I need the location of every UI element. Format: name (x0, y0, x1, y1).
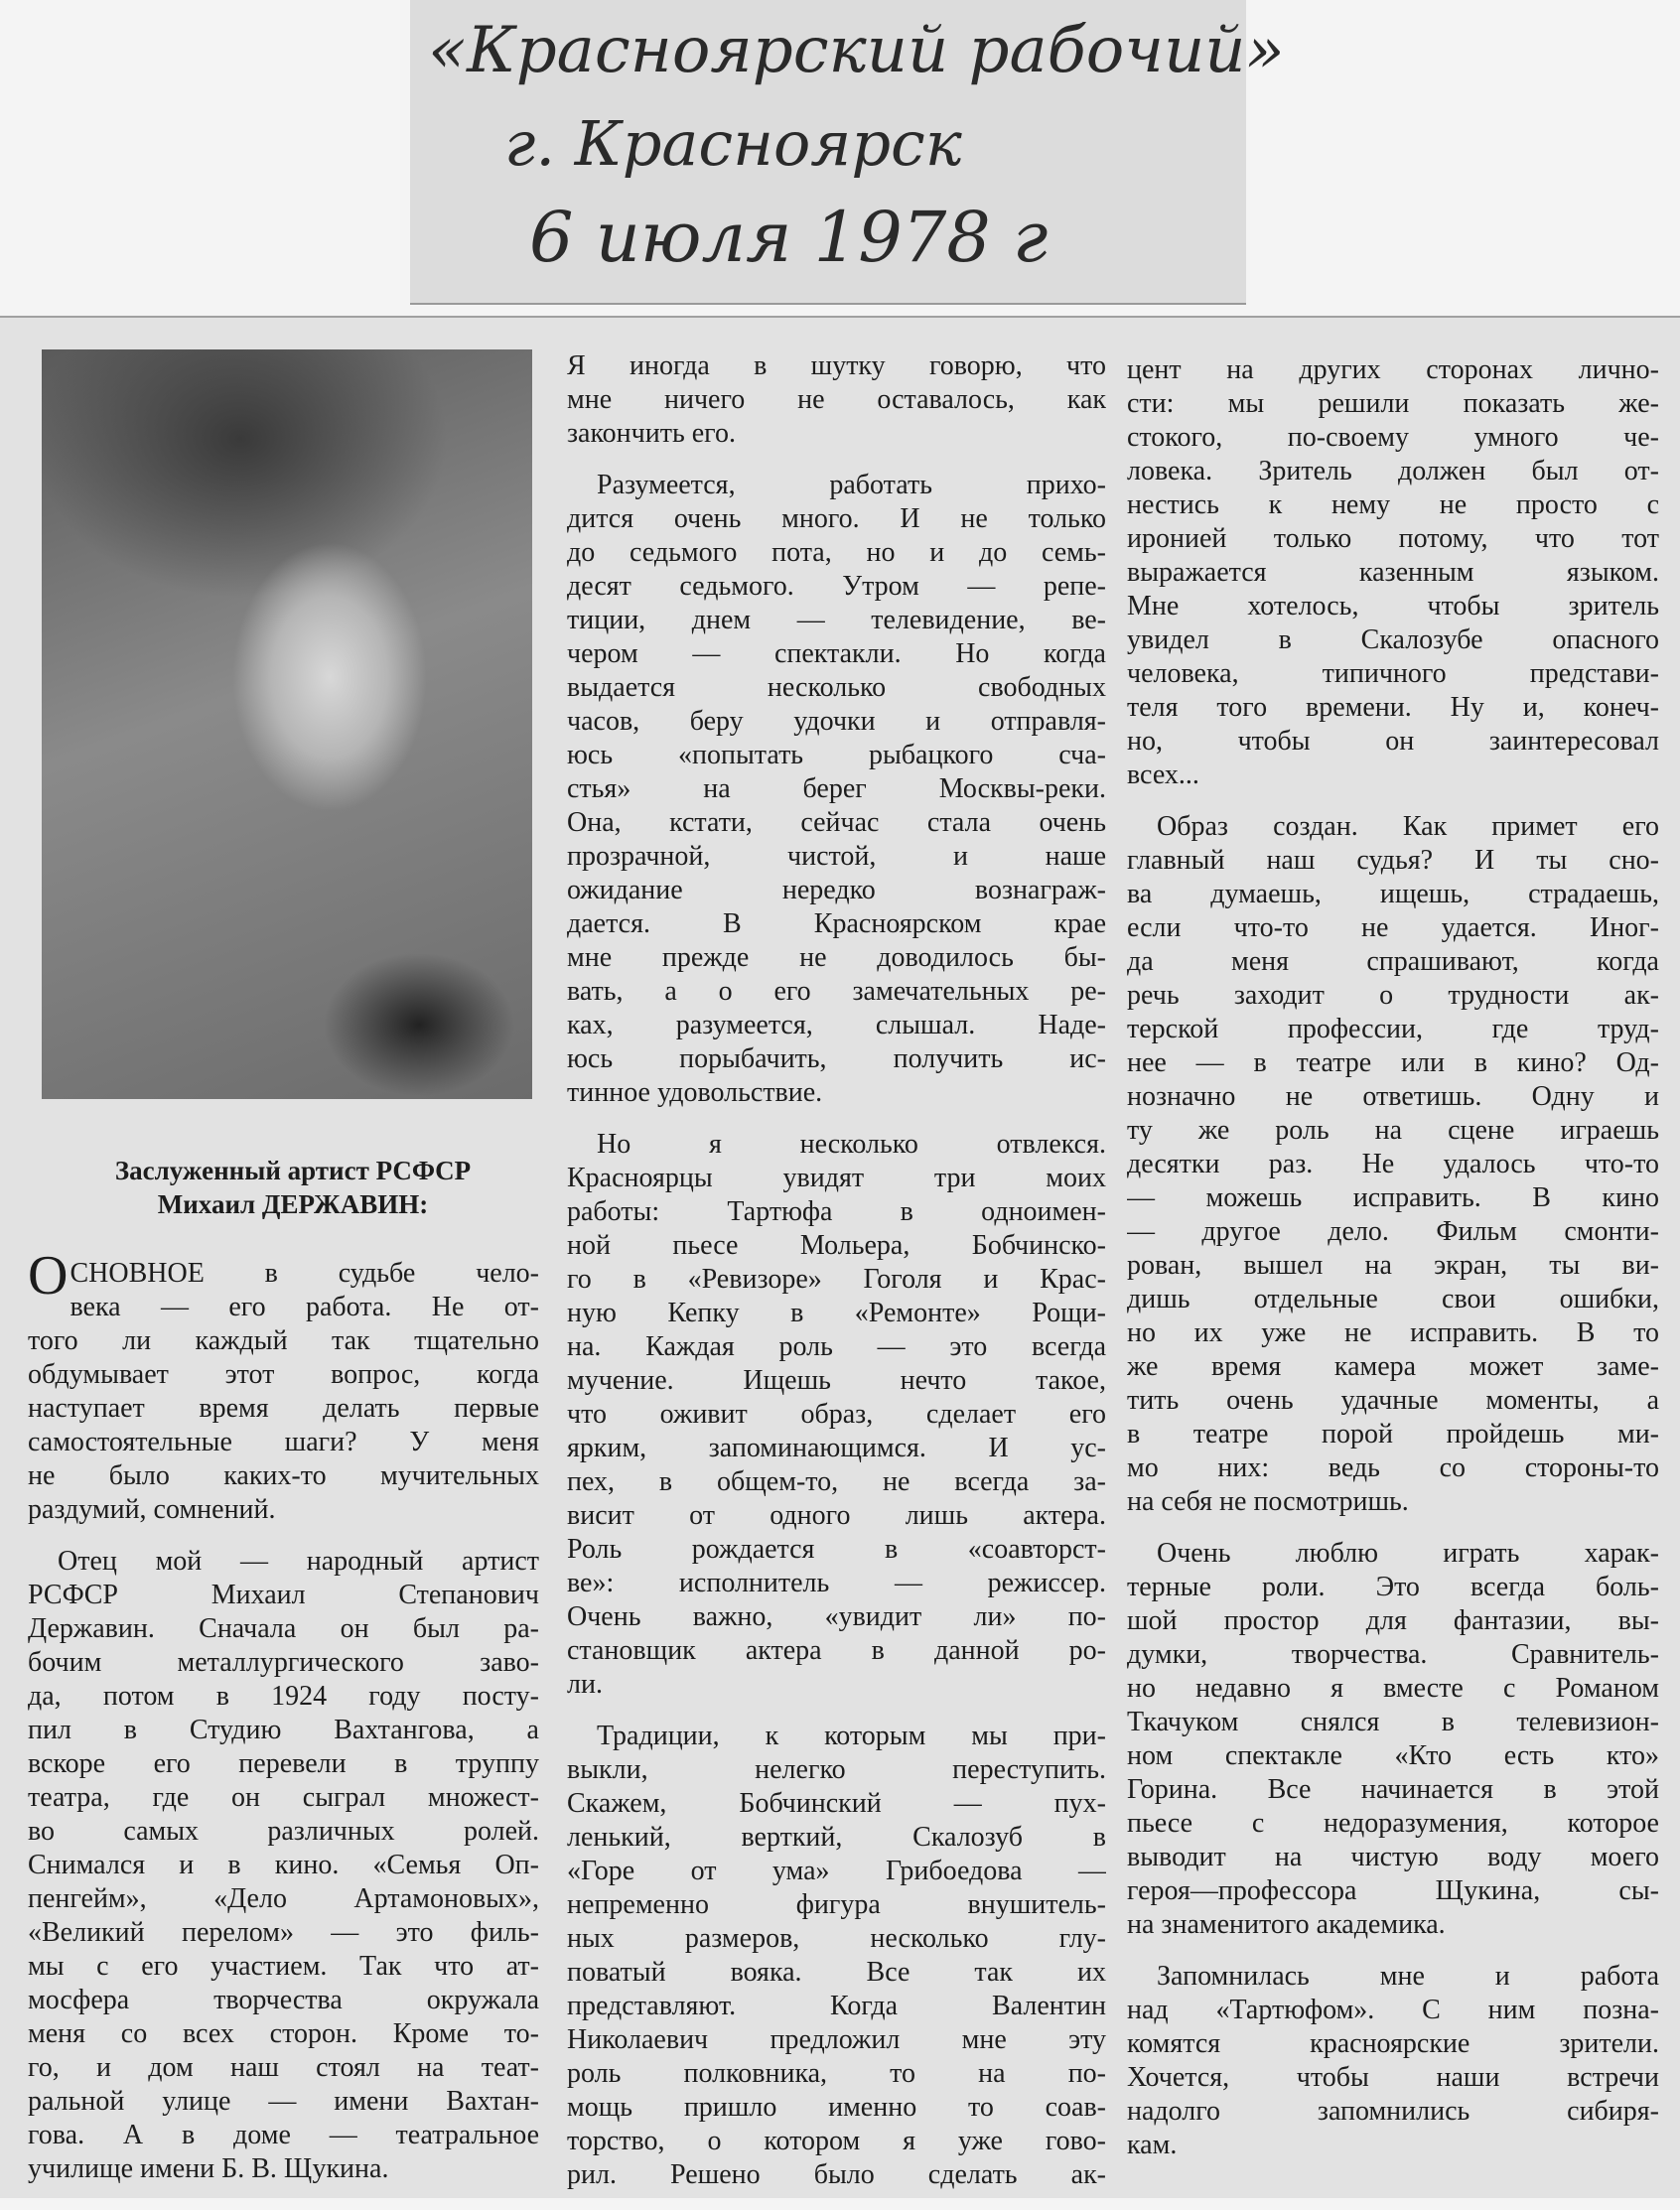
text-line: на себя не посмотришь. (1127, 1486, 1409, 1517)
paragraph (567, 349, 1106, 451)
text-line: комятся красноярские зрители. (1127, 2028, 1659, 2059)
text-line: нестись к нему не просто с (1127, 489, 1659, 520)
text-line: го, и дом наш стоял на теат- (28, 2052, 539, 2083)
text-line: — другое дело. Фильм смонти- (1127, 1216, 1659, 1247)
text-line: Запомнилась мне и работа (1157, 1961, 1659, 1992)
text-line: Мне хотелось, чтобы зритель (1127, 591, 1659, 622)
text-line: шой простор для фантазии, вы- (1127, 1605, 1659, 1636)
text-line: училище имени Б. В. Щукина. (28, 2153, 389, 2184)
paragraph (1127, 1960, 1659, 2162)
text-line: ном спектакле «Кто есть кто» (1127, 1740, 1659, 1771)
text-line: стокого, по-своему умного че- (1127, 422, 1659, 453)
text-line: выкли, нелегко переступить. (567, 1754, 1106, 1785)
paragraph (567, 1720, 1106, 2192)
drop-cap: О (28, 1245, 69, 1307)
text-line: сти: мы решили показать же- (1127, 388, 1659, 419)
paragraph (28, 1245, 539, 1527)
text-line: ной пьесе Мольера, Бобчинско- (567, 1230, 1106, 1261)
text-line: но, чтобы он заинтересовал (1127, 726, 1659, 757)
article-column-1 (28, 1245, 539, 2204)
text-line: Николаевич предложил мне эту (567, 2024, 1106, 2055)
text-line: го в «Ревизоре» Гоголя и Крас- (567, 1264, 1106, 1295)
paragraph (567, 1128, 1106, 1702)
text-line: обдумывает этот вопрос, когда (28, 1359, 539, 1390)
text-line: мощь пришло именно то соав- (567, 2092, 1106, 2123)
text-line: ловека. Зритель должен был от- (1127, 456, 1659, 486)
text-line: но их уже не исправить. В то (1127, 1317, 1659, 1348)
text-line: ках, разумеется, слышал. Наде- (567, 1010, 1106, 1040)
text-line: тиции, днем — телевидение, ве- (567, 605, 1106, 635)
text-line: роль полковника, то на по- (567, 2058, 1106, 2089)
text-line: главный наш судья? И ты сно- (1127, 845, 1659, 876)
text-line: непременно фигура внушитель- (567, 1889, 1106, 1920)
text-line: нозначно не ответишь. Одну и (1127, 1081, 1659, 1112)
text-line: на. Каждая роль — это всегда (567, 1331, 1106, 1362)
text-line: Державин. Сначала он был ра- (28, 1613, 539, 1644)
text-line: мучение. Ищешь нечто такое, (567, 1365, 1106, 1396)
text-line: терской профессии, где труд- (1127, 1014, 1659, 1044)
text-line: ва думаешь, ищешь, страдаешь, (1127, 879, 1659, 909)
text-line: Очень важно, «увидит ли» по- (567, 1601, 1106, 1632)
text-line: Скажем, Бобчинский — пух- (567, 1788, 1106, 1819)
text-line: Но я несколько отвлекся. (597, 1129, 1106, 1160)
text-line: иронией только потому, что тот (1127, 523, 1659, 554)
text-line: гова. А в доме — театральное (28, 2120, 539, 2150)
article-column-3 (1127, 353, 1659, 2180)
article-column-2 (567, 349, 1106, 2210)
text-line: юсь порыбачить, получить ис- (567, 1043, 1106, 1074)
text-line: РСФСР Михаил Степанович (28, 1580, 539, 1610)
article-headline (50, 1154, 536, 1221)
paragraph (28, 1545, 539, 2186)
text-line: ярким, запоминающимся. И ус- (567, 1433, 1106, 1463)
text-line: на знаменитого академика. (1127, 1909, 1446, 1940)
text-line: закончить его. (567, 418, 736, 449)
text-line: Красноярцы увидят три моих (567, 1163, 1106, 1193)
text-line: пех, в общем-то, не всегда за- (567, 1466, 1106, 1497)
text-line: мне ничего не оставалось, как (567, 384, 1106, 415)
text-line: героя—профессора Щукина, сы- (1127, 1875, 1659, 1906)
text-line: Отец мой — народный артист (58, 1546, 539, 1577)
text-line: стья» на берег Москвы-реки. (567, 773, 1106, 804)
text-line: — можешь исправить. В кино (1127, 1182, 1659, 1213)
text-line: в театре порой пройдешь ми- (1127, 1419, 1659, 1450)
text-line: чером — спектакли. Но когда (567, 638, 1106, 669)
paragraph (1127, 810, 1659, 1519)
text-line: теля того времени. Ну и, конеч- (1127, 692, 1659, 723)
text-line: ленький, верткий, Скалозуб в (567, 1822, 1106, 1853)
text-line: думки, творчества. Сравнитель- (1127, 1639, 1659, 1670)
text-line: Она, кстати, сейчас стала очень (567, 807, 1106, 838)
text-line: Разумеется, работать прихо- (597, 470, 1106, 500)
text-line: Я иногда в шутку говорю, что (567, 350, 1106, 381)
text-line: да меня спрашивают, когда (1127, 946, 1659, 977)
text-line: пьесе с недоразумения, которое (1127, 1808, 1659, 1839)
text-line: выдается несколько свободных (567, 672, 1106, 703)
text-line: прозрачной, чистой, и наше (567, 841, 1106, 872)
text-line: ве»: исполнитель — режиссер. (567, 1568, 1106, 1598)
text-line: Горина. Все начинается в этой (1127, 1774, 1659, 1805)
handwritten-date: 6 июля 1978 г (529, 197, 1049, 278)
paragraph (1127, 1537, 1659, 1942)
text-line: мне прежде не доводилось бы- (567, 942, 1106, 973)
handwritten-note-clipping (410, 0, 1285, 305)
text-line: мосфера творчества окружала (28, 1985, 539, 2015)
text-line: вскоре его перевели в труппу (28, 1748, 539, 1779)
text-line: века — его работа. Не от- (70, 1292, 539, 1322)
paragraph (567, 469, 1106, 1110)
text-line: Образ создан. Как примет его (1157, 811, 1659, 842)
portrait-photo (42, 349, 532, 1099)
text-line: раздумий, сомнений. (28, 1494, 276, 1525)
text-line: кам. (1127, 2130, 1178, 2160)
text-line: ных размеров, несколько глу- (567, 1923, 1106, 1954)
text-line: всех... (1127, 760, 1199, 790)
headline-line: Михаил ДЕРЖАВИН: (157, 1189, 429, 1219)
text-line: рил. Решено было сделать ак- (567, 2159, 1106, 2190)
handwritten-city: г. Красноярск (504, 107, 962, 180)
text-line: десятки раз. Не удалось что-то (1127, 1149, 1659, 1179)
text-line: но недавно я вместе с Романом (1127, 1673, 1659, 1704)
text-line: ту же роль на сцене играешь (1127, 1115, 1659, 1146)
text-line: «Великий перелом» — это филь- (28, 1917, 539, 1948)
text-line: десят седьмого. Утром — репе- (567, 571, 1106, 602)
text-line: «Горе от ума» Грибоедова — (567, 1856, 1106, 1886)
text-line: терные роли. Это всегда боль- (1127, 1572, 1659, 1602)
text-line: СНОВНОЕ в судьбе чело- (70, 1258, 539, 1289)
text-line: человека, типичного представи- (1127, 658, 1659, 689)
text-line: Ткачуком снялся в телевизион- (1127, 1707, 1659, 1737)
text-line: поватый вояка. Все так их (567, 1957, 1106, 1988)
text-line: пенгейм», «Дело Артамоновых», (28, 1883, 539, 1914)
text-line: не было каких-то мучительных (28, 1460, 539, 1491)
handwritten-newspaper-name: «Красноярский рабочий» (428, 14, 1285, 87)
text-line: дишь отдельные свои ошибки, (1127, 1284, 1659, 1314)
text-line: того ли каждый так тщательно (28, 1325, 539, 1356)
text-line: мо них: ведь со стороны-то (1127, 1452, 1659, 1483)
text-line: что оживит образ, сделает его (567, 1399, 1106, 1430)
text-line: речь заходит о трудности ак- (1127, 980, 1659, 1011)
text-line: мы с его участием. Так что ат- (28, 1951, 539, 1982)
text-line: Роль рождается в «соавторст- (567, 1534, 1106, 1565)
text-line: если что-то не удается. Иног- (1127, 912, 1659, 943)
text-line: дается. В Красноярском крае (567, 908, 1106, 939)
text-line: работы: Тартюфа в одноимен- (567, 1196, 1106, 1227)
text-line: пил в Студию Вахтангова, а (28, 1715, 539, 1745)
text-line: до седьмого пота, но и до семь- (567, 537, 1106, 568)
text-line: ральной улице — имени Вахтан- (28, 2086, 539, 2117)
text-line: наступает время делать первые (28, 1393, 539, 1424)
text-line: выражается казенным языком. (1127, 557, 1659, 588)
text-line: ожидание нередко вознаграж- (567, 875, 1106, 905)
text-line: увидел в Скалозубе опасного (1127, 624, 1659, 655)
text-line: цент на других сторонах лично- (1127, 354, 1659, 385)
text-line: Хочется, чтобы наши встречи (1127, 2062, 1659, 2093)
text-line: ли. (567, 1669, 603, 1700)
text-line: надолго запомнились сибиря- (1127, 2096, 1659, 2127)
text-line: тить очень удачные моменты, а (1127, 1385, 1659, 1416)
text-line: дится очень много. И не только (567, 503, 1106, 534)
text-line: Снимался и в кино. «Семья Оп- (28, 1850, 539, 1880)
paragraph (1127, 353, 1659, 792)
text-line: самостоятельные шаги? У меня (28, 1427, 539, 1457)
text-line: вать, а о его замечательных ре- (567, 976, 1106, 1007)
text-line: выводит на чистую воду моего (1127, 1842, 1659, 1872)
text-line: же время камера может заме- (1127, 1351, 1659, 1382)
text-line: меня со всех сторон. Кроме то- (28, 2018, 539, 2049)
text-line: торство, о котором я уже гово- (567, 2126, 1106, 2156)
text-line: становщик актера в данной ро- (567, 1635, 1106, 1666)
text-line: Очень люблю играть харак- (1157, 1538, 1659, 1569)
text-line: да, потом в 1924 году посту- (28, 1681, 539, 1712)
headline-line: Заслуженный артист РСФСР (114, 1156, 472, 1185)
text-line: над «Тартюфом». С ним позна- (1127, 1995, 1659, 2025)
text-line: представляют. Когда Валентин (567, 1991, 1106, 2021)
text-line: во самых различных ролей. (28, 1816, 539, 1847)
text-line: висит от одного лишь актера. (567, 1500, 1106, 1531)
text-line: Традиции, к которым мы при- (597, 1721, 1106, 1751)
text-line: бочим металлургического заво- (28, 1647, 539, 1678)
text-line: театра, где он сыграл множест- (28, 1782, 539, 1813)
text-line: нее — в театре или в кино? Од- (1127, 1047, 1659, 1078)
text-line: рован, вышел на экран, ты ви- (1127, 1250, 1659, 1281)
text-line: юсь «попытать рыбацкого сча- (567, 740, 1106, 770)
text-line: тинное удовольствие. (567, 1077, 823, 1108)
text-line: часов, беру удочки и отправля- (567, 706, 1106, 737)
text-line: ную Кепку в «Ремонте» Рощи- (567, 1298, 1106, 1328)
